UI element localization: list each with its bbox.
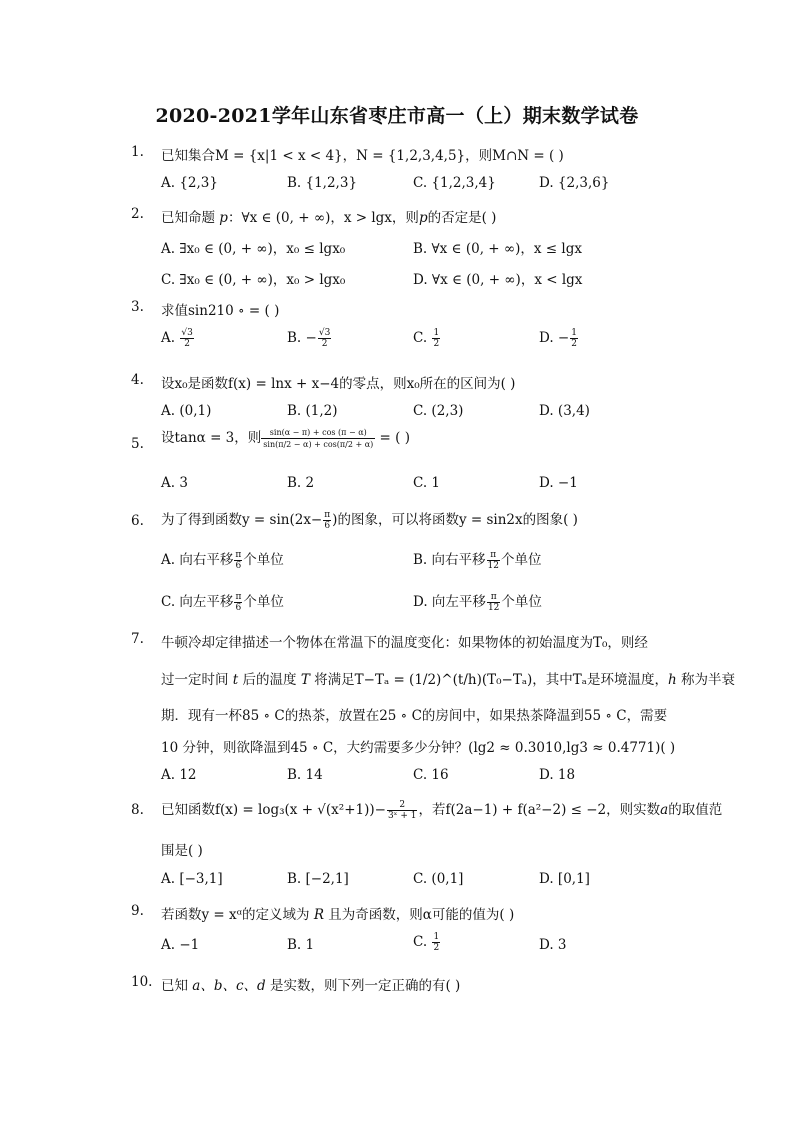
option-a: A. {2,3} (161, 175, 218, 191)
question-number: 5. (131, 436, 144, 452)
question-text-line: 过一定时间 t 后的温度 T 将满足T−Tₐ = (1/2)^(t/h)(T₀−Tₐ)，其中Tₐ是环境温度，h 称为半衰 (161, 672, 736, 688)
option-c: C. ∃x₀ ∈ (0, + ∞)，x₀ > lgx₀ (161, 272, 346, 288)
option-b: B. (1,2) (287, 403, 338, 419)
question-number: 3. (131, 299, 144, 315)
option-a: A. 向右平移 $\frac{\pi}{6}$ 个单位 (161, 550, 284, 571)
option-a: A. [−3,1] (161, 871, 223, 887)
question-text: 求值sin210 ∘ = ( ) (161, 303, 280, 319)
option-b: B. 向右平移 $\frac{\pi}{12}$ 个单位 (413, 550, 542, 571)
option-b: B. 1 (287, 937, 315, 953)
option-b: B. ∀x ∈ (0, + ∞)，x ≤ lgx (413, 241, 582, 257)
option-d: D. 3 (539, 937, 567, 953)
option-c: C. (0,1] (413, 871, 464, 887)
question-text-line: 已知函数f(x) = log₃(x + √(x²+1))− $\frac{2}{\text{3ˣ + 1}}$ ，若f(2a−1) + f(a²−2) ≤ −2，则实数a的取值范 (161, 800, 723, 821)
question-number: 4. (131, 372, 144, 388)
option-d: D. {2,3,6} (539, 175, 610, 191)
option-a: A. −1 (161, 937, 200, 953)
option-a: A. $\frac{√3}{2}$ (161, 328, 193, 349)
question-text: 若函数y = xᵅ的定义域为 R 且为奇函数，则α可能的值为( ) (161, 907, 515, 923)
option-b: B. 2 (287, 475, 315, 491)
option-c: C. $\frac{1}{2}$ (413, 328, 440, 349)
question-number: 6. (131, 513, 144, 529)
option-c: C. 16 (413, 767, 449, 783)
option-c: C. (2,3) (413, 403, 464, 419)
option-d: D. −1 (539, 475, 578, 491)
option-b: B. {1,2,3} (287, 175, 358, 191)
question-number: 10. (131, 974, 153, 990)
question-text: 已知 a、b、c、d 是实数，则下列一定正确的有( ) (161, 978, 461, 994)
option-d: D. [0,1] (539, 871, 590, 887)
option-c: C. 向左平移 $\frac{\pi}{6}$ 个单位 (161, 592, 284, 613)
option-d: D. − $\frac{1}{2}$ (539, 328, 577, 349)
option-a: A. ∃x₀ ∈ (0, + ∞)，x₀ ≤ lgx₀ (161, 241, 346, 257)
option-c: C. 1 (413, 475, 441, 491)
option-b: B. − $\frac{√3}{2}$ (287, 328, 331, 349)
question-text: 已知集合M = {x|1 < x < 4}，N = {1,2,3,4,5}，则M∩N = ( ) (161, 148, 564, 164)
option-c: C. {1,2,3,4} (413, 175, 496, 191)
question-number: 2. (131, 206, 144, 222)
option-d: D. ∀x ∈ (0, + ∞)，x < lgx (413, 272, 583, 288)
option-a: A. 3 (161, 475, 188, 491)
question-text-line: 围是( ) (161, 843, 203, 859)
question-text-line: 10 分钟，则欲降温到45 ∘ C，大约需要多少分钟？(lg2 ≈ 0.3010,lg3 ≈ 0.4771)( ) (161, 740, 676, 756)
question-number: 7. (131, 631, 144, 647)
option-d: D. 18 (539, 767, 576, 783)
question-number: 8. (131, 802, 144, 818)
option-d: D. (3,4) (539, 403, 590, 419)
question-text: 为了得到函数y = sin(2x− $\frac{\pi}{6}$ )的图象，可以将函数y = sin2x的图象( ) (161, 510, 578, 531)
option-c: C. $\frac{1}{2}$ (413, 932, 440, 953)
question-text: 设x₀是函数f(x) = lnx + x−4的零点，则x₀所在的区间为( ) (161, 376, 516, 392)
option-b: B. [−2,1] (287, 871, 349, 887)
question-text-line: 期．现有一杯85 ∘ C的热茶，放置在25 ∘ C的房间中，如果热茶降温到55 ∘ C，需要 (161, 708, 668, 724)
question-text: 设tanα = 3，则 $\frac{\sin(\alpha - \pi) + \cos (\pi - \alpha)}{\sin(\pi/2 - \alpha) + \cos(\pi/2 + \alpha)}$ = ( ) (161, 428, 410, 449)
question-number: 9. (131, 903, 144, 919)
option-d: D. 向左平移 $\frac{\pi}{12}$ 个单位 (413, 592, 542, 613)
option-a: A. 12 (161, 767, 197, 783)
exam-title: 2020-2021学年山东省枣庄市高一（上）期末数学试卷 (155, 105, 639, 127)
option-a: A. (0,1) (161, 403, 212, 419)
question-number: 1. (131, 144, 144, 160)
option-b: B. 14 (287, 767, 323, 783)
question-text-line: 牛顿冷却定律描述一个物体在常温下的温度变化：如果物体的初始温度为T₀，则经 (161, 635, 648, 651)
question-text: 已知命题 p：∀x ∈ (0, + ∞)，x > lgx，则p的否定是( ) (161, 210, 497, 226)
